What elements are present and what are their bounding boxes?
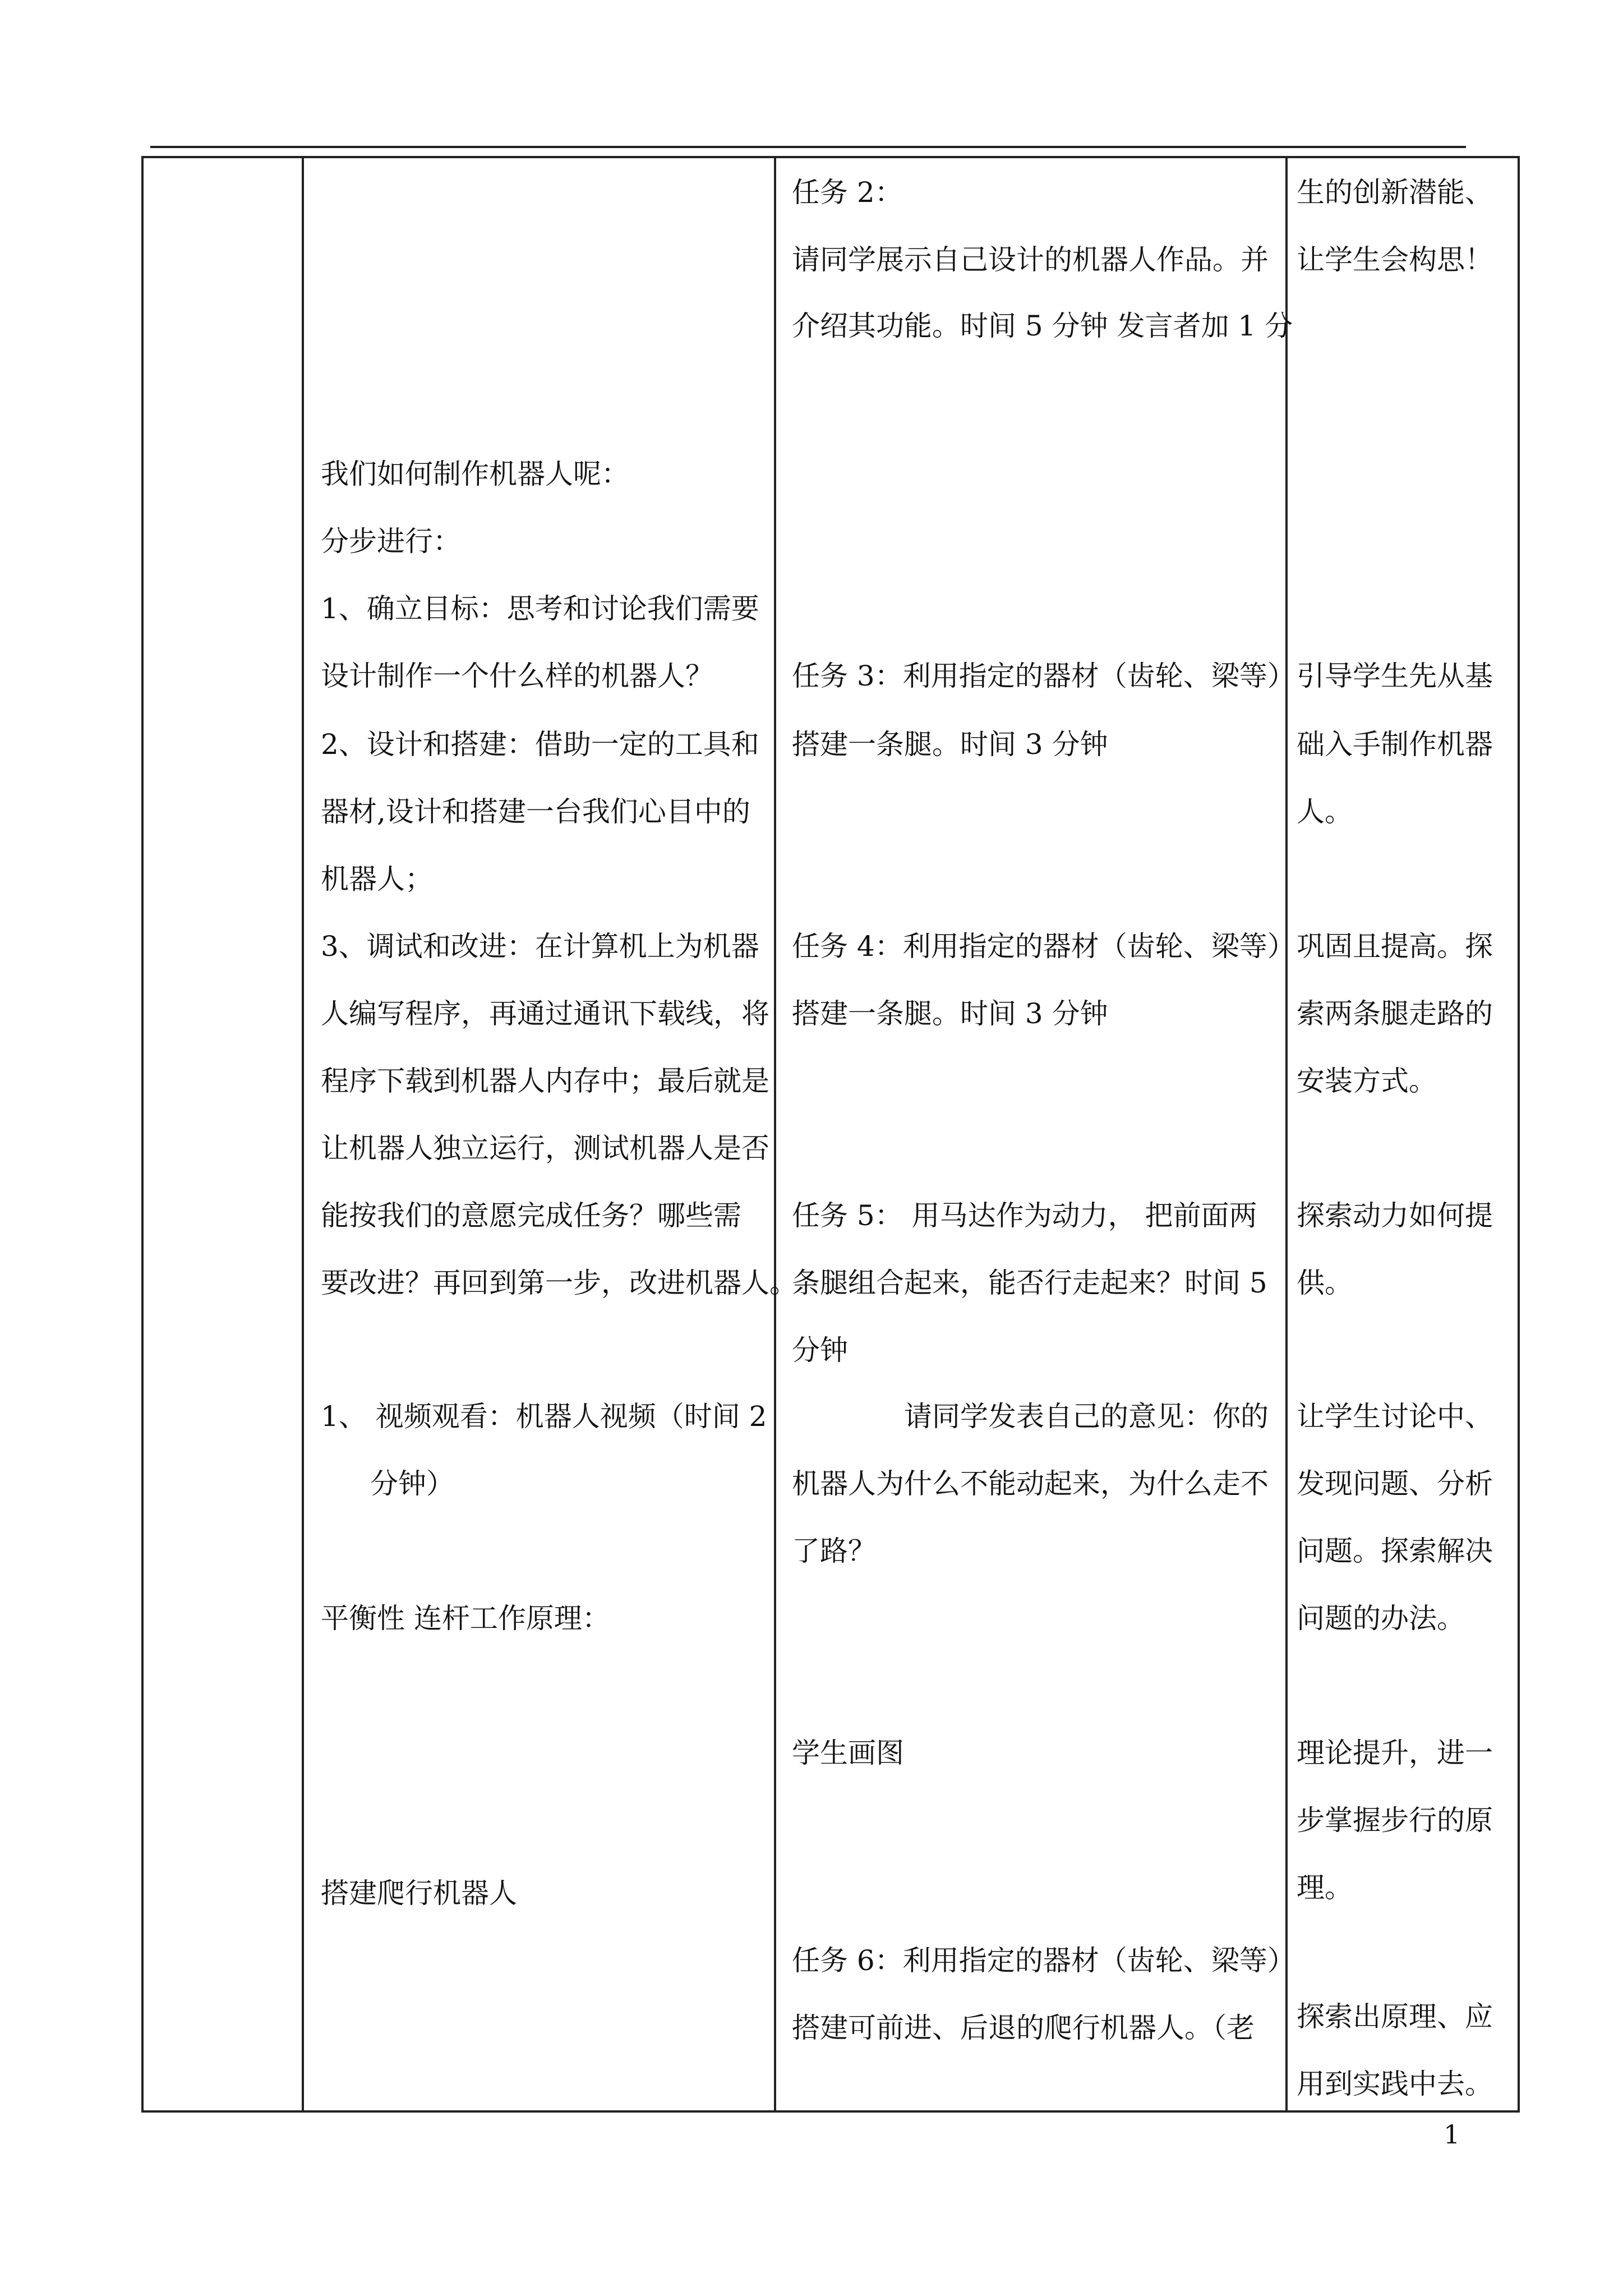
content-line: 器材,设计和搭建一台我们心目中的 <box>321 795 750 828</box>
task-line: 任务 4：利用指定的器材（齿轮、梁等） <box>792 930 1295 963</box>
task-line: 任务 2： <box>792 176 903 209</box>
column-divider-2 <box>774 156 776 2113</box>
intent-line: 索两条腿走路的 <box>1297 997 1493 1030</box>
task-line: 搭建可前进、后退的爬行机器人。（老 <box>792 2012 1255 2044</box>
content-line: 人编写程序，再通过通讯下载线，将 <box>321 997 769 1030</box>
intent-line: 理。 <box>1297 1871 1353 1904</box>
intent-line: 人。 <box>1297 795 1353 828</box>
task-line: 任务 6：利用指定的器材（齿轮、梁等） <box>792 1944 1295 1977</box>
content-line: 1、 视频观看：机器人视频（时间 2 <box>321 1400 767 1433</box>
task-line: 任务 3：利用指定的器材（齿轮、梁等） <box>792 660 1295 692</box>
content-line: 2、设计和搭建：借助一定的工具和 <box>321 728 759 761</box>
content-line: 搭建爬行机器人 <box>321 1877 517 1910</box>
task-line: 搭建一条腿。时间 3 分钟 <box>792 997 1108 1030</box>
intent-line: 问题的办法。 <box>1297 1602 1465 1635</box>
content-line: 程序下载到机器人内存中；最后就是 <box>321 1065 769 1097</box>
page-number: 1 <box>1444 2119 1460 2150</box>
intent-line: 理论提升，进一 <box>1297 1737 1493 1769</box>
intent-line: 安装方式。 <box>1297 1065 1437 1097</box>
intent-line: 步掌握步行的原 <box>1297 1804 1493 1837</box>
content-line: 1、确立目标：思考和讨论我们需要 <box>321 592 759 625</box>
task-line: 了路？ <box>792 1535 876 1567</box>
task-line: 介绍其功能。时间 5 分钟 发言者加 1 分 <box>792 310 1293 342</box>
task-line: 搭建一条腿。时间 3 分钟 <box>792 728 1108 761</box>
intent-line: 发现问题、分析 <box>1297 1467 1493 1500</box>
intent-line: 引导学生先从基 <box>1297 660 1493 692</box>
column-divider-3 <box>1285 156 1288 2113</box>
intent-line: 础入手制作机器 <box>1297 728 1493 761</box>
task-line: 机器人为什么不能动起来，为什么走不 <box>792 1467 1269 1500</box>
content-line: 设计制作一个什么样的机器人？ <box>321 660 713 692</box>
intent-line: 用到实践中去。 <box>1297 2068 1493 2100</box>
content-line: 能按我们的意愿完成任务？哪些需 <box>321 1199 741 1232</box>
intent-line: 问题。探索解决 <box>1297 1535 1493 1567</box>
task-line: 条腿组合起来，能否行走起来？时间 5 <box>792 1267 1267 1299</box>
content-line: 要改进？再回到第一步，改进机器人。 <box>321 1267 797 1299</box>
content-line: 分步进行： <box>321 525 461 558</box>
content-line: 我们如何制作机器人呢： <box>321 458 629 490</box>
content-line: 机器人； <box>321 863 433 895</box>
task-line: 分钟 <box>792 1334 848 1366</box>
task-line: 学生画图 <box>792 1737 904 1769</box>
intent-line: 让学生会构思！ <box>1297 243 1493 276</box>
intent-line: 让学生讨论中、 <box>1297 1400 1493 1433</box>
task-line: 请同学展示自己设计的机器人作品。并 <box>792 243 1269 276</box>
header-rule <box>150 146 1466 148</box>
content-line: 分钟） <box>370 1467 454 1500</box>
content-line: 让机器人独立运行，测试机器人是否 <box>321 1132 769 1165</box>
intent-line: 供。 <box>1297 1267 1353 1299</box>
intent-line: 探索出原理、应 <box>1297 2000 1493 2033</box>
content-line: 平衡性 连杆工作原理： <box>321 1602 610 1635</box>
task-line: 请同学发表自己的意见：你的 <box>904 1400 1269 1433</box>
task-line: 任务 5： 用马达作为动力， 把前面两 <box>792 1199 1257 1232</box>
column-divider-1 <box>302 156 304 2113</box>
content-line: 3、调试和改进：在计算机上为机器 <box>321 930 759 963</box>
intent-line: 探索动力如何提 <box>1297 1199 1493 1232</box>
intent-line: 巩固且提高。探 <box>1297 930 1493 963</box>
intent-line: 生的创新潜能、 <box>1297 176 1493 209</box>
